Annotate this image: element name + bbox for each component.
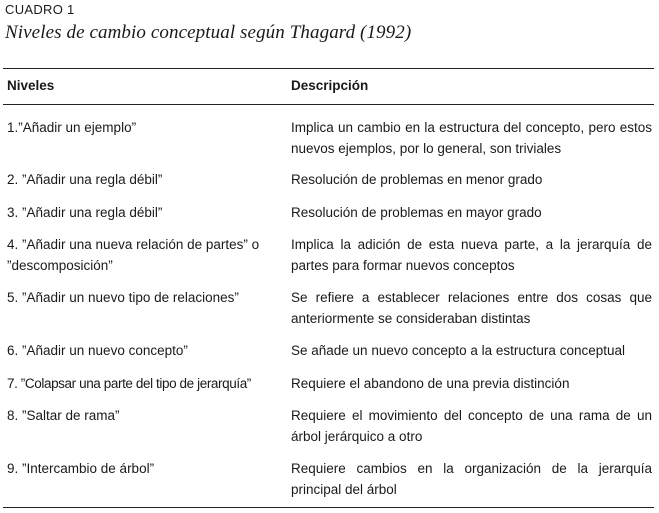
table-row-level: 5. ”Añadir un nuevo tipo de relaciones” (7, 290, 239, 305)
column-header-description: Descripción (291, 78, 369, 93)
table-row-level: 4. ”Añadir una nueva relación de partes” o ”descomposición” (7, 237, 260, 273)
bottom-rule (3, 507, 654, 508)
table-row-description: Implica un cambio en la estructura del concepto, pero estos nuevos ejemplos, por lo general, son triviales (291, 120, 652, 156)
column-header-levels: Niveles (7, 78, 55, 93)
table-title: Niveles de cambio conceptual según Thagard (1992) (5, 22, 412, 43)
table-row-level: 6. ”Añadir un nuevo concepto” (7, 343, 188, 358)
table-row-description: Resolución de problemas en mayor grado (291, 205, 542, 220)
table-label: CUADRO 1 (5, 2, 75, 17)
top-rule (3, 68, 654, 69)
header-rule (3, 104, 654, 105)
table-row-level: 2. ”Añadir una regla débil” (7, 172, 163, 187)
table-row-description: Resolución de problemas en menor grado (291, 172, 543, 187)
table-row-level: 7. ”Colapsar una parte del tipo de jerarquía” (7, 376, 251, 391)
table-row-description: Requiere el abandono de una previa distinción (291, 376, 570, 391)
table-row-level: 1.”Añadir un ejemplo” (7, 120, 137, 135)
table-row-description: Se añade un nuevo concepto a la estructura conceptual (291, 343, 625, 358)
table-row-description: Requiere cambios en la organización de la jerarquía principal del árbol (291, 461, 652, 497)
table-row-level: 3. ”Añadir una regla débil” (7, 205, 163, 220)
table-row-level: 8. ”Saltar de rama” (7, 408, 120, 423)
table-row-level: 9. ”Intercambio de árbol” (7, 461, 155, 476)
table-row-description: Implica la adición de esta nueva parte, a la jerarquía de partes para formar nuevos conceptos (291, 237, 652, 273)
table-row-description: Se refiere a establecer relaciones entre dos cosas que anteriormente se consideraban distintas (291, 290, 652, 326)
table-row-description: Requiere el movimiento del concepto de una rama de un árbol jerárquico a otro (291, 408, 652, 444)
